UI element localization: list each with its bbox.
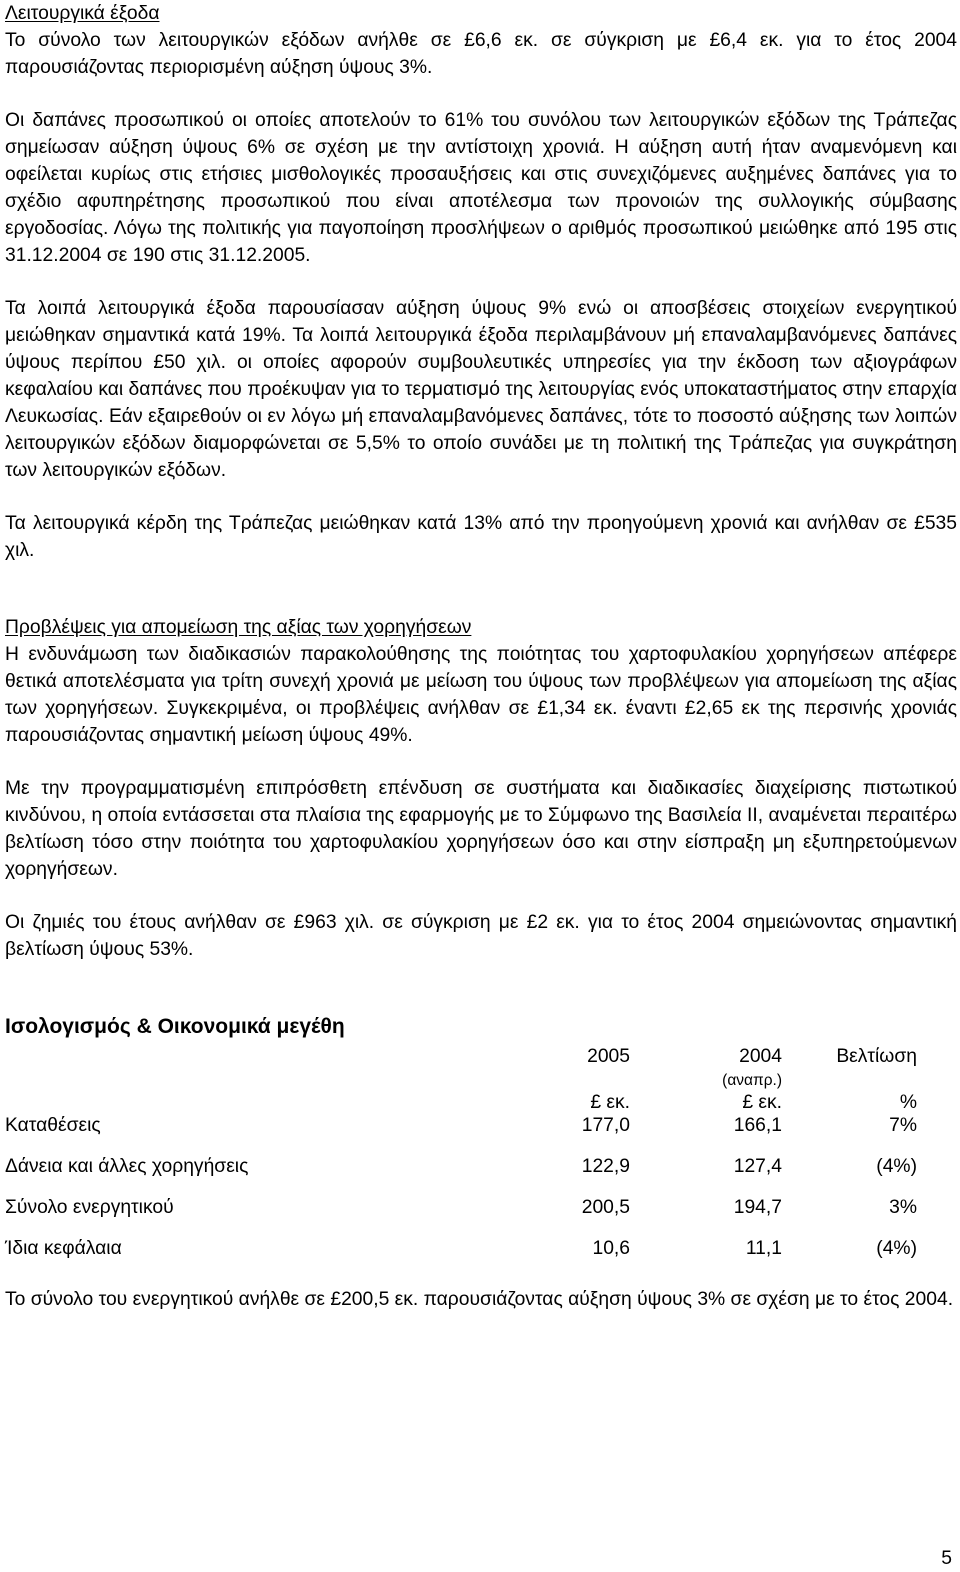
table-row [5, 1114, 957, 1137]
row-value-2005: 200,5 [581, 1197, 630, 1218]
row-value-2004: 166,1 [733, 1115, 782, 1136]
operating-expenses-paragraph-1: Το σύνολο των λειτουργικών εξόδων ανήλθε σε £6,6 εκ. σε σύγκριση με £6,4 εκ. για το έτος 2004 παρουσιάζοντας περιορισμένη αύξηση ύψους 3%. [5, 30, 957, 78]
operating-expenses-paragraph-2: Οι δαπάνες προσωπικού οι οποίες αποτελούν το 61% του συνόλου των λειτουργικών εξόδων της Τράπεζας σημείωσαν αύξηση ύψους 6% σε σχέση με την αντίστοιχη χρονιά. Η αύξηση αυτή ήταν αναμενόμενη και οφείλεται κυρίως στις ετήσιες μισθολογικές προσαυξήσεις και στις συνεχιζόμενες αυξημένες δαπάνες για το σχέδιο αφυπηρέτησης προσωπικού που είναι αποτέλεσμα των προνοιών της συλλογικής σύμβασης εργοδοσίας. Λόγω της πολιτικής για παγοποίηση προσλήψεων ο αριθμός προσωπικού μειώθηκε από 195 στις 31.12.2004 σε 190 στις 31.12.2005. [5, 110, 957, 266]
table-units-row [5, 1091, 957, 1114]
row-change: (4%) [876, 1156, 917, 1177]
section-provisions [5, 614, 957, 963]
row-value-2004: 11,1 [745, 1238, 782, 1259]
table-row [5, 1237, 957, 1260]
row-label: Καταθέσεις [5, 1115, 101, 1136]
col-header-change: Βελτίωση [836, 1046, 917, 1067]
operating-expenses-paragraph-3: Τα λοιπά λειτουργικά έξοδα παρουσίασαν αύξηση ύψους 9% ενώ οι αποσβέσεις στοιχείων ενεργητικού μειώθηκαν σημαντικά κατά 19%. Τα λοιπά λειτουργικά έξοδα περιλαμβάνουν μή επαναλαμβανόμενες δαπάνες ύψους περίπου £50 χιλ. οι οποίες αφορούν συμβουλευτικές υπηρεσίες για την έκδοση των αξιογράφων κεφαλαίου και δαπάνες που προέκυψαν για το τερματισμό της λειτουργίας ενός υποκαταστήματος στην επαρχία Λευκωσίας. Εάν εξαιρεθούν οι εν λόγω μή επαναλαμβανόμενες δαπάνες, τότε το ποσοστό αύξησης των λοιπών λειτουργικών εξόδων διαμορφώνεται σε 5,5% το οποίο συνάδει με τη πολιτική της Τράπεζας για συγκράτηση των λειτουργικών εξόδων. [5, 298, 957, 481]
financial-figures-table [5, 1045, 957, 1260]
balance-sheet-closing-paragraph: Το σύνολο του ενεργητικού ανήλθε σε £200,5 εκ. παρουσιάζοντας αύξηση ύψους 3% σε σχέση με το έτος 2004. [5, 1289, 954, 1310]
row-value-2005: 122,9 [581, 1156, 630, 1177]
row-label: Σύνολο ενεργητικού [5, 1197, 174, 1218]
page-number: 5 [941, 1548, 952, 1569]
row-label: Ίδια κεφάλαια [5, 1238, 122, 1259]
provisions-paragraph-2: Με την προγραμματισμένη επιπρόσθετη επένδυση σε συστήματα και διαδικασίες διαχείρισης πιστωτικού κινδύνου, η οποία εντάσσεται στα πλαίσια της εφαρμογής με το Σύμφωνο της Βασιλεία ΙΙ, αναμένεται περαιτέρω βελτίωση τόσο στην ποιότητα του χαρτοφυλακίου χορηγήσεων όσο και στην είσπραξη μη εξυπηρετούμενων χορηγήσεων. [5, 778, 957, 880]
row-value-2004: 127,4 [733, 1156, 782, 1177]
operating-expenses-paragraph-4: Τα λειτουργικά κέρδη της Τράπεζας μειώθηκαν κατά 13% από την προηγούμενη χρονιά και ανήλθαν σε £535 χιλ. [5, 513, 957, 561]
col-header-2004: 2004 [739, 1046, 782, 1067]
table-note-row [5, 1068, 957, 1091]
col-note-restated: (αναπρ.) [722, 1072, 782, 1089]
table-row [5, 1196, 957, 1219]
unit-2005: £ εκ. [590, 1092, 630, 1113]
row-change: 3% [889, 1197, 917, 1218]
unit-change: % [899, 1092, 917, 1113]
balance-sheet-title: Ισολογισμός & Οικονομικά μεγέθη [5, 1015, 345, 1038]
row-change: (4%) [876, 1238, 917, 1259]
col-header-2005: 2005 [587, 1046, 630, 1067]
section-operating-expenses [5, 0, 957, 564]
provisions-paragraph-1: Η ενδυνάμωση των διαδικασιών παρακολούθησης της ποιότητας του χαρτοφυλακίου χορηγήσεων απέφερε θετικά αποτελέσματα για τρίτη συνεχή χρονιά με μείωση του ύψους των προβλέψεων για απομείωση της αξίας των χορηγήσεων. Συγκεκριμένα, οι προβλέψεις ανήλθαν σε £1,34 εκ. έναντι £2,65 εκ της περσινής χρονιάς παρουσιάζοντας σημαντική μείωση ύψους 49%. [5, 644, 957, 746]
table-row [5, 1155, 957, 1178]
row-label: Δάνεια και άλλες χορηγήσεις [5, 1156, 249, 1177]
operating-expenses-heading: Λειτουργικά έξοδα [5, 3, 160, 24]
unit-2004: £ εκ. [742, 1092, 782, 1113]
provisions-heading: Προβλέψεις για απομείωση της αξίας των χορηγήσεων [5, 617, 472, 638]
row-value-2005: 10,6 [592, 1238, 630, 1259]
row-value-2005: 177,0 [581, 1115, 630, 1136]
row-change: 7% [889, 1115, 917, 1136]
row-value-2004: 194,7 [733, 1197, 782, 1218]
table-header-row [5, 1045, 957, 1068]
section-balance-sheet [5, 1013, 957, 1313]
document-page [5, 0, 957, 1313]
provisions-paragraph-3: Οι ζημιές του έτους ανήλθαν σε £963 χιλ. σε σύγκριση με £2 εκ. για το έτος 2004 σημειώνοντας σημαντική βελτίωση ύψους 53%. [5, 912, 957, 960]
